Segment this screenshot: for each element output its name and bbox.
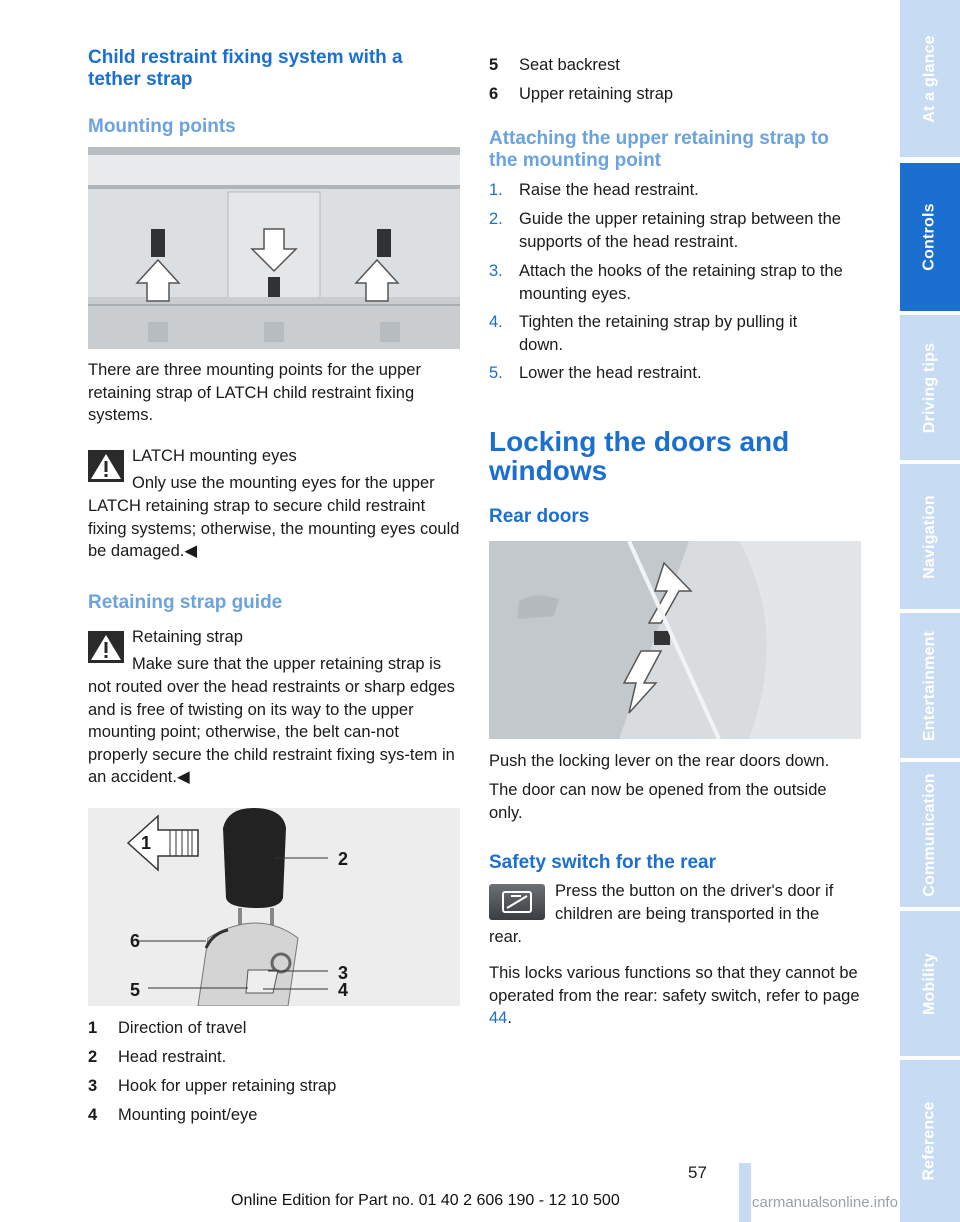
legend-text: Mounting point/eye bbox=[118, 1106, 258, 1124]
watermark: carmanualsonline.info bbox=[752, 1194, 898, 1211]
section-title: Child restraint fixing system with a tether strap bbox=[88, 47, 403, 90]
rear-doors-paragraph-2: The door can now be opened from the outside only. bbox=[489, 781, 827, 822]
legend-number: 1 bbox=[88, 1019, 98, 1037]
legend-number: 2 bbox=[88, 1048, 98, 1066]
safety-line-2: children are being transported in the bbox=[555, 905, 820, 923]
step-text: Guide the upper retaining strap between the bbox=[519, 210, 841, 228]
tab-label: Driving tips bbox=[921, 342, 939, 433]
locks-paragraph-end: . bbox=[507, 1009, 512, 1027]
tab-label: At a glance bbox=[921, 34, 938, 123]
step-number: 1. bbox=[489, 181, 503, 199]
rear-door-figure bbox=[489, 541, 861, 739]
trunk-illustration bbox=[88, 147, 460, 349]
tab-label: Reference bbox=[921, 1101, 938, 1181]
diagram-label-5: 5 bbox=[130, 980, 141, 1000]
tab-label: Navigation bbox=[921, 494, 939, 579]
tab-at-a-glance[interactable] bbox=[900, 0, 960, 157]
warning-icon bbox=[88, 450, 124, 482]
safety-switch-heading: Safety switch for the rear bbox=[489, 852, 717, 873]
locks-paragraph-text: This locks various functions so that they cannot be operated from the rear: safety switch, refer to page bbox=[489, 964, 860, 1005]
page-link-44[interactable]: 44 bbox=[489, 1009, 508, 1027]
rear-doors-heading: Rear doors bbox=[489, 506, 590, 527]
tab-label: Mobility bbox=[921, 952, 939, 1015]
warning-text-latch: LATCH retaining strap to secure child restraint fixing systems; otherwise, the mounting eyes could be damaged.◀ bbox=[88, 497, 460, 560]
child-lock-button-icon bbox=[489, 884, 545, 920]
diagram-label-3: 3 bbox=[338, 963, 349, 983]
tab-mobility[interactable] bbox=[900, 911, 960, 1056]
rear-doors-paragraph-1: Push the locking lever on the rear doors down. bbox=[489, 752, 830, 770]
mounting-points-figure bbox=[88, 147, 460, 349]
door-lock-illustration bbox=[489, 541, 861, 739]
step-number: 2. bbox=[489, 210, 503, 228]
step-number: 4. bbox=[489, 313, 503, 331]
footer-edition: Online Edition for Part no. 01 40 2 606 190 - 12 10 500 bbox=[231, 1192, 620, 1209]
warning-title-latch: LATCH mounting eyes bbox=[132, 447, 297, 465]
legend-text: Direction of travel bbox=[118, 1019, 247, 1037]
head-restraint-figure bbox=[88, 808, 460, 1006]
step-number: 5. bbox=[489, 364, 503, 382]
warning-text-strap: not routed over the head restraints or sharp edges and is free of twisting on its way to the upper mounting point; otherwise, the belt can-not properly secure the child restraint fixing sys-tem in an accident.◀ bbox=[88, 678, 455, 786]
diagram-label-6: 6 bbox=[130, 931, 141, 951]
legend-text: Upper retaining strap bbox=[519, 85, 674, 103]
step-text: Raise the head restraint. bbox=[519, 181, 699, 199]
step-text: Attach the hooks of the retaining strap to the bbox=[519, 262, 843, 280]
window-lock-icon bbox=[489, 884, 545, 920]
diagram-label-1: 1 bbox=[141, 833, 152, 853]
attach-heading: Attaching the upper retaining strap to the mounting point bbox=[489, 128, 829, 171]
step-number: 3. bbox=[489, 262, 503, 280]
warning-line-latch: Only use the mounting eyes for the upper bbox=[132, 474, 435, 492]
diagram-label-4: 4 bbox=[338, 980, 349, 1000]
page-number: 57 bbox=[688, 1163, 707, 1182]
diagram-label-2: 2 bbox=[338, 849, 349, 869]
legend-number: 5 bbox=[489, 56, 499, 74]
tab-reference[interactable] bbox=[900, 1060, 960, 1222]
tab-controls[interactable] bbox=[900, 163, 960, 311]
mounting-points-heading: Mounting points bbox=[88, 116, 236, 137]
step-text: Tighten the retaining strap by pulling it bbox=[519, 313, 798, 331]
safety-line-3: rear. bbox=[489, 928, 523, 946]
step-text: Lower the head restraint. bbox=[519, 364, 702, 382]
legend-text: Seat backrest bbox=[519, 56, 620, 74]
tab-label: Entertainment bbox=[921, 630, 939, 741]
chapter-sidebar bbox=[900, 0, 960, 1222]
tab-navigation[interactable] bbox=[900, 464, 960, 609]
safety-line-1: Press the button on the driver's door if bbox=[555, 882, 834, 900]
tab-label: Communication bbox=[921, 772, 938, 897]
warning-title-strap: Retaining strap bbox=[132, 628, 243, 646]
legend-number: 3 bbox=[88, 1077, 98, 1095]
legend-text: Hook for upper retaining strap bbox=[118, 1077, 337, 1095]
tab-communication[interactable] bbox=[900, 762, 960, 907]
step-text-cont: supports of the head restraint. bbox=[519, 233, 739, 251]
step-text-cont: down. bbox=[519, 336, 564, 354]
legend-number: 6 bbox=[489, 85, 499, 103]
page-marker-bar bbox=[739, 1163, 751, 1222]
legend-number: 4 bbox=[88, 1106, 98, 1124]
tab-label: Controls bbox=[921, 203, 938, 271]
step-text-cont: mounting eyes. bbox=[519, 285, 631, 303]
warning-icon bbox=[88, 631, 124, 663]
locking-heading: Locking the doors and windows bbox=[489, 426, 790, 486]
locks-paragraph bbox=[489, 962, 861, 1030]
legend-text: Head restraint. bbox=[118, 1048, 227, 1066]
tab-entertainment[interactable] bbox=[900, 613, 960, 758]
warning-line-strap: Make sure that the upper retaining strap is bbox=[132, 655, 442, 673]
tab-driving-tips[interactable] bbox=[900, 315, 960, 460]
mounting-paragraph: There are three mounting points for the upper retaining strap of LATCH child restraint fixing systems. bbox=[88, 361, 421, 424]
retaining-strap-guide-heading: Retaining strap guide bbox=[88, 592, 283, 613]
